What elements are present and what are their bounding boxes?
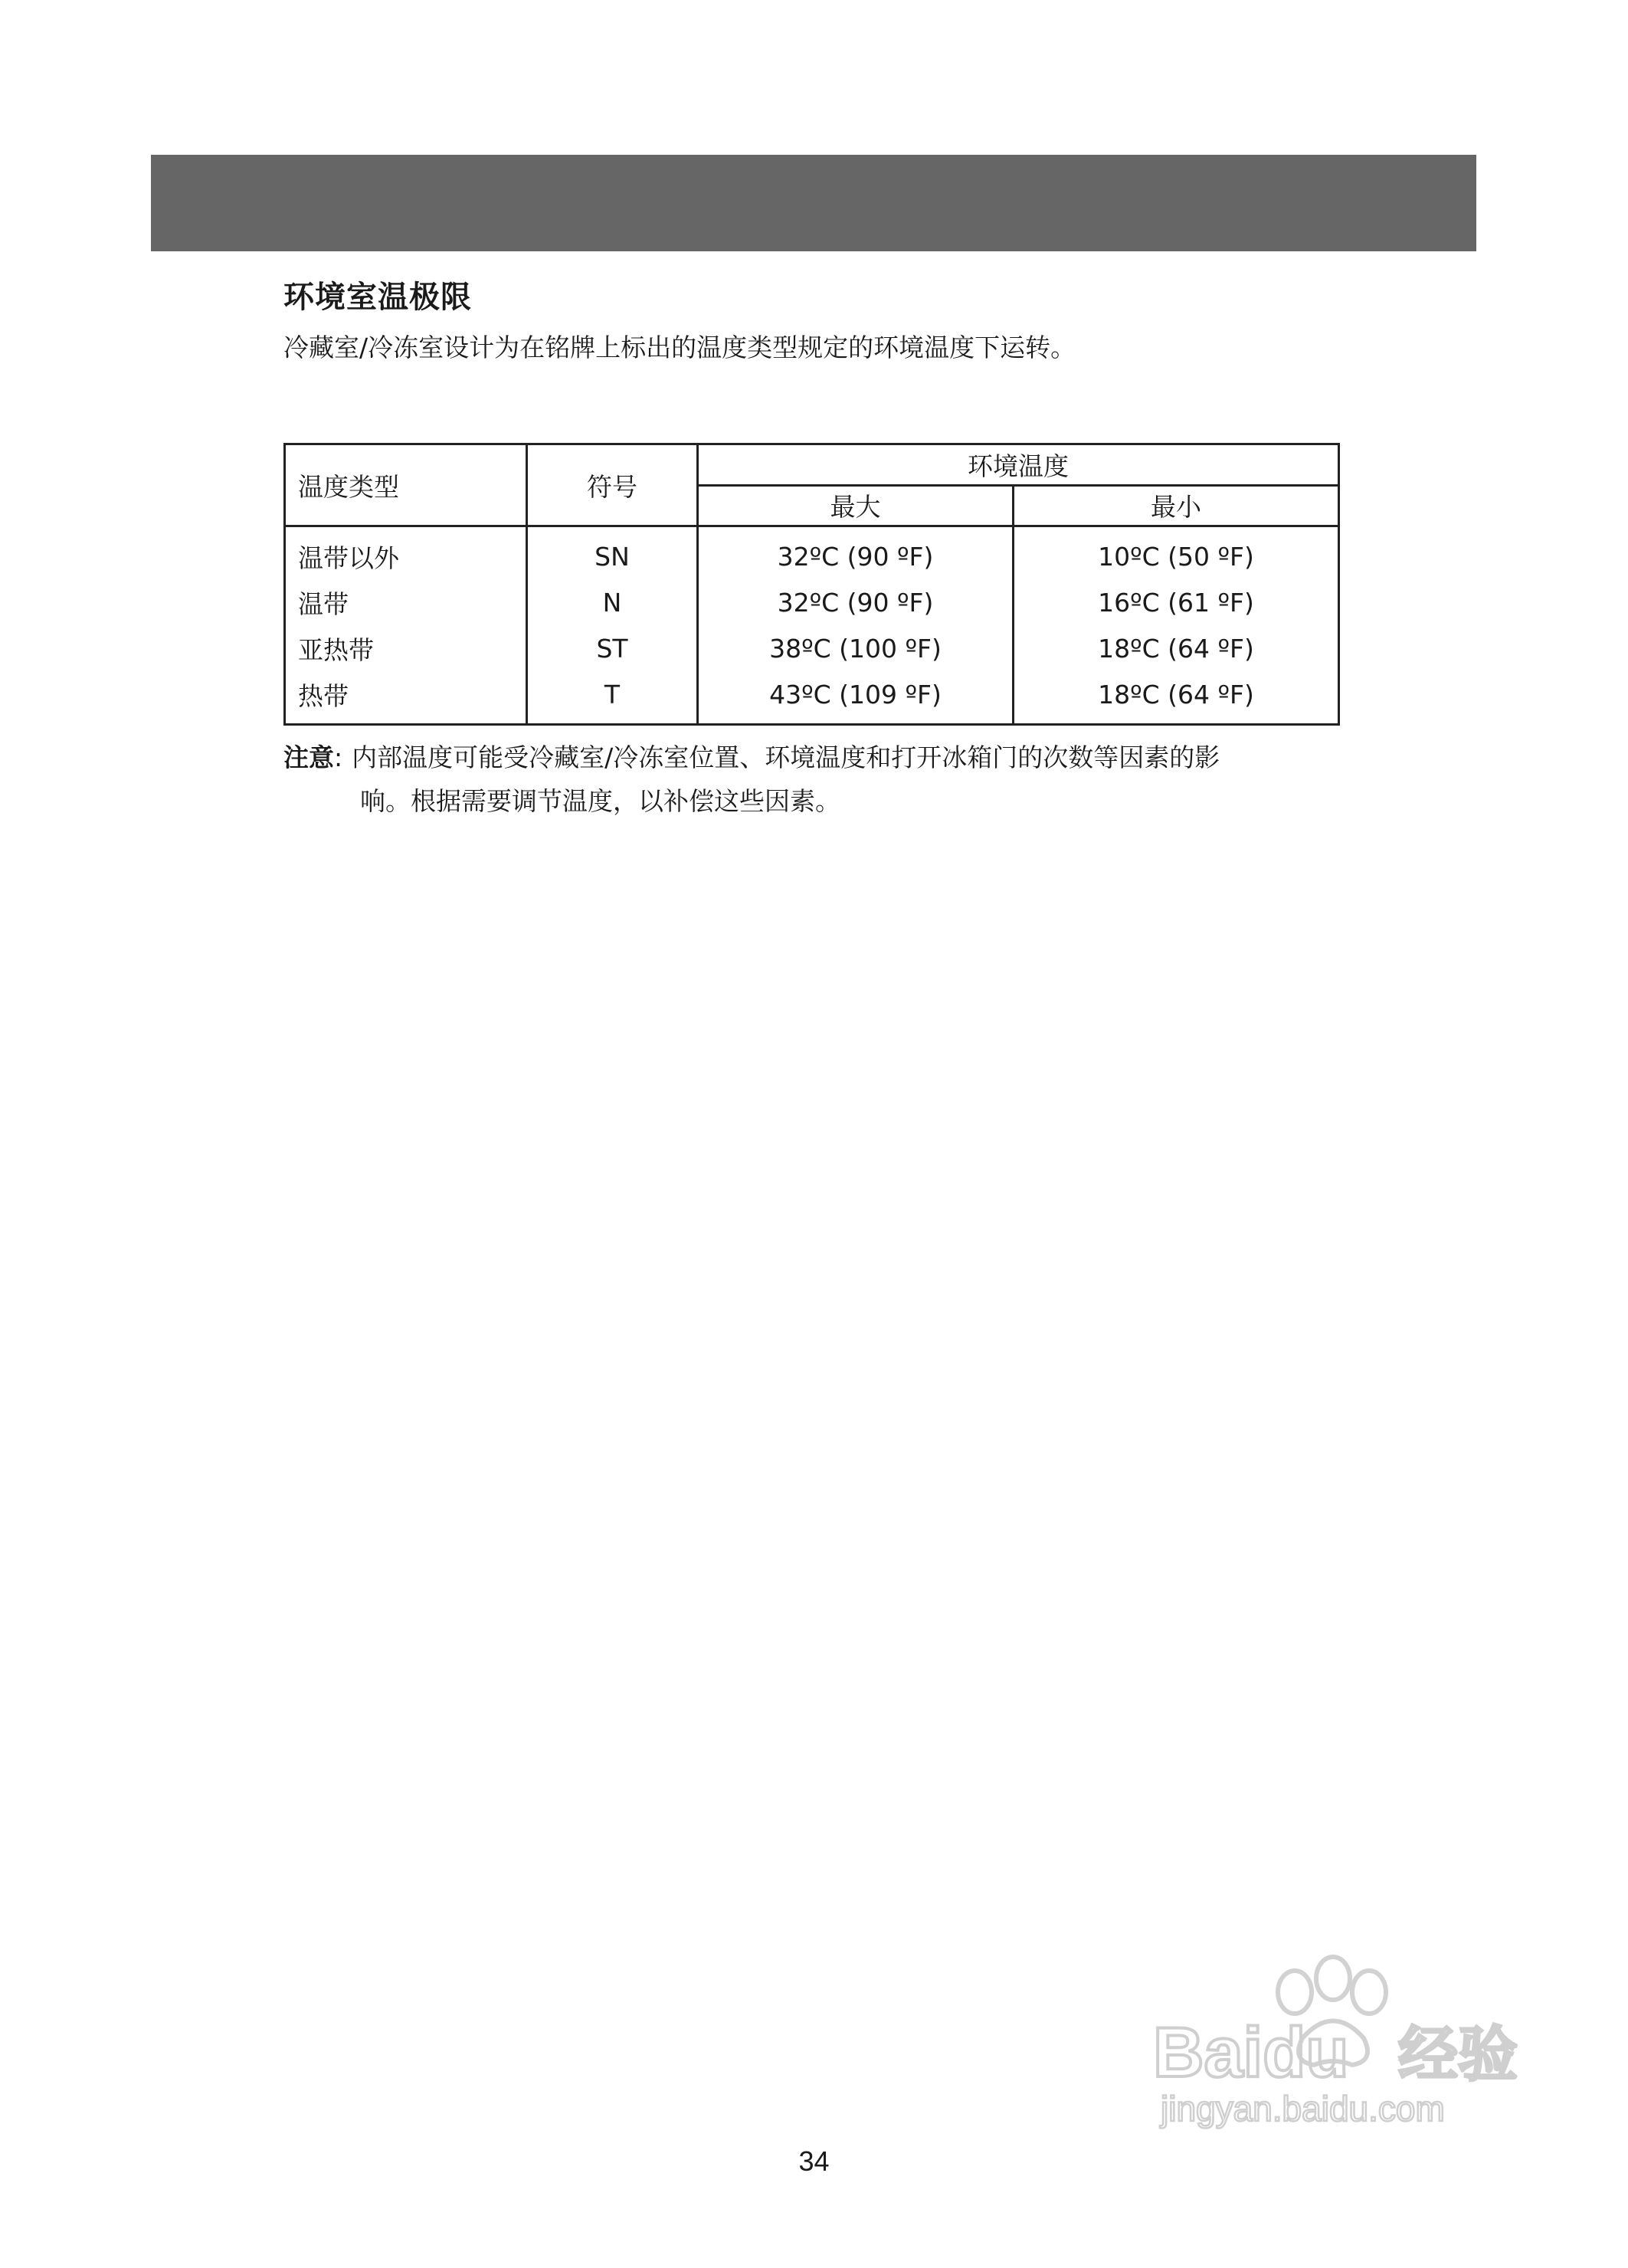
header-ambient-temperature: 环境温度 (698, 444, 1339, 486)
table-row (285, 526, 1339, 580)
cell-type: 热带 (285, 671, 527, 725)
cell-max: 43ºC (109 ºF) (698, 671, 1014, 725)
note-label: 注意 (283, 742, 334, 772)
table-row (285, 579, 1339, 625)
cell-symbol: T (527, 671, 698, 725)
cell-type: 温带 (285, 579, 527, 625)
header-min: 最小 (1014, 485, 1339, 526)
header-temperature-type: 温度类型 (285, 444, 527, 526)
note-text-line2: 响。根据需要调节温度，以补偿这些因素。 (360, 786, 840, 816)
note-text-line1: 内部温度可能受冷藏室/冷冻室位置、环境温度和打开冰箱门的次数等因素的影 (352, 742, 1220, 772)
watermark-url: jingyan.baidu.com (1161, 2089, 1445, 2129)
cell-type: 温带以外 (285, 526, 527, 580)
header-max: 最大 (698, 485, 1014, 526)
cell-symbol: SN (527, 526, 698, 580)
table-row (285, 671, 1339, 725)
cell-min: 18ºC (64 ºF) (1014, 625, 1339, 671)
baidu-jingyan-watermark (1145, 1939, 1528, 2130)
intro-text: 冷藏室/冷冻室设计为在铭牌上标出的温度类型规定的环境温度下运转。 (283, 333, 1076, 362)
cell-min: 16ºC (61 ºF) (1014, 579, 1339, 625)
page-number: 34 (798, 2145, 830, 2177)
section-title: 环境室温极限 (283, 280, 472, 315)
watermark-brand-suffix: 经验 (1398, 2021, 1518, 2089)
cell-symbol: ST (527, 625, 698, 671)
cell-symbol: N (527, 579, 698, 625)
temperature-class-table (283, 443, 1340, 726)
header-symbol: 符号 (527, 444, 698, 526)
cell-min: 10ºC (50 ºF) (1014, 526, 1339, 580)
cell-max: 38ºC (100 ºF) (698, 625, 1014, 671)
note-block (283, 736, 1356, 823)
cell-min: 18ºC (64 ºF) (1014, 671, 1339, 725)
cell-max: 32ºC (90 ºF) (698, 579, 1014, 625)
watermark-brand: Baidu (1153, 2014, 1349, 2092)
cell-max: 32ºC (90 ºF) (698, 526, 1014, 580)
note-colon: : (334, 742, 343, 772)
cell-type: 亚热带 (285, 625, 527, 671)
table-row (285, 625, 1339, 671)
header-bar (151, 155, 1476, 251)
